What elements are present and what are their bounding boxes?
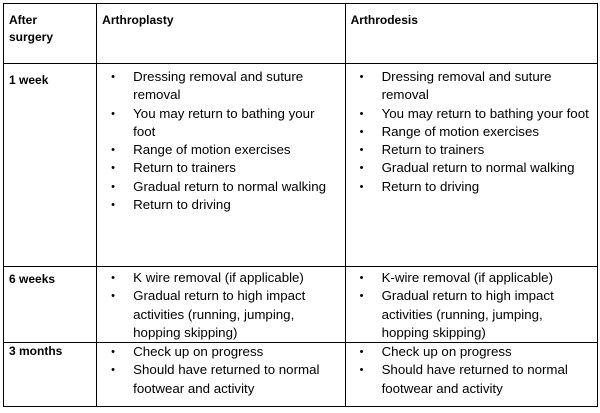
list-item-text: Dressing removal and suture removal [133,69,304,103]
bullet-icon: • [111,346,116,359]
list-item [97,343,344,361]
time-label: 1 week [9,73,49,87]
list-item [346,68,597,105]
list-item-text: Range of motion exercises [133,142,291,158]
list-item [346,343,597,361]
list-item-text: K wire removal (if applicable) [133,270,304,285]
header-cell-arthrodesis [345,4,597,64]
header-row [4,4,598,64]
header-time-label: After surgery [9,13,54,44]
arthrodesis-list [346,64,597,196]
arthrodesis-cell [345,64,597,267]
list-item-text: Return to driving [133,197,231,213]
list-item [97,361,344,398]
arthroplasty-list [97,343,344,398]
header-cell-time [4,4,97,64]
list-item-text: You may return to bathing your foot [381,105,589,121]
row-6-weeks [4,267,598,343]
time-cell [4,267,97,343]
list-item-text: Return to driving [381,178,480,194]
arthroplasty-list [97,64,344,214]
list-item [97,141,344,159]
list-item-text: Range of motion exercises [381,123,539,139]
row-1-week [4,64,598,267]
bullet-icon: • [111,71,116,83]
arthroplasty-cell [97,343,345,407]
bullet-icon: • [111,162,116,175]
bullet-icon: • [111,107,116,120]
bullet-icon: • [359,290,364,303]
list-item [97,159,344,177]
list-item [346,141,597,159]
list-item [97,287,344,342]
bullet-icon: • [359,272,364,284]
header-arthroplasty-label: Arthroplasty [102,13,174,27]
list-item [346,269,597,287]
list-item-text: Return to trainers [381,142,485,158]
arthroplasty-list [97,267,344,342]
header-cell-arthroplasty [97,4,345,64]
list-item [346,287,597,342]
time-cell [4,343,97,407]
list-item [97,269,344,287]
list-item-text: Gradual return to high impact activities (running, jumping, hopping skipping) [381,288,554,340]
bullet-icon: • [111,364,116,377]
time-label: 6 weeks [9,272,56,286]
arthrodesis-list [346,343,597,398]
list-item-text: Gradual return to high impact activities (running, jumping, hopping skipping) [133,288,306,340]
bullet-icon: • [111,290,116,303]
list-item [346,159,597,177]
list-item [346,105,597,123]
list-item-text: Gradual return to normal walking [133,178,327,194]
list-item-text: Dressing removal and suture removal [381,69,552,103]
bullet-icon: • [359,71,364,83]
time-label: 3 months [9,344,63,359]
bullet-icon: • [359,107,364,120]
bullet-icon: • [359,144,364,157]
bullet-icon: • [111,199,116,212]
bullet-icon: • [359,364,364,377]
list-item-text: You may return to bathing your foot [133,105,315,139]
bullet-icon: • [359,162,364,175]
list-item [346,361,597,398]
list-item [97,178,344,196]
list-item-text: Check up on progress [133,344,264,360]
row-3-months [4,343,598,407]
bullet-icon: • [359,180,364,193]
list-item-text: K-wire removal (if applicable) [381,270,554,285]
list-item [97,196,344,214]
list-item [97,68,344,105]
arthroplasty-cell [97,267,345,343]
list-item-text: Return to trainers [133,160,236,176]
list-item [346,178,597,196]
recovery-timeline-table [3,3,598,407]
header-arthrodesis-label: Arthrodesis [350,13,418,27]
bullet-icon: • [111,144,116,157]
list-item [346,123,597,141]
bullet-icon: • [111,180,116,193]
list-item [97,105,344,142]
arthrodesis-cell [345,343,597,407]
arthrodesis-list [346,267,597,342]
list-item-text: Check up on progress [381,344,512,360]
arthroplasty-cell [97,64,345,267]
bullet-icon: • [359,346,364,359]
bullet-icon: • [111,272,116,284]
arthrodesis-cell [345,267,597,343]
list-item-text: Should have returned to normal footwear and activity [381,362,568,396]
bullet-icon: • [359,125,364,138]
list-item-text: Gradual return to normal walking [381,160,575,176]
list-item-text: Should have returned to normal footwear and activity [133,362,320,396]
time-cell [4,64,97,267]
